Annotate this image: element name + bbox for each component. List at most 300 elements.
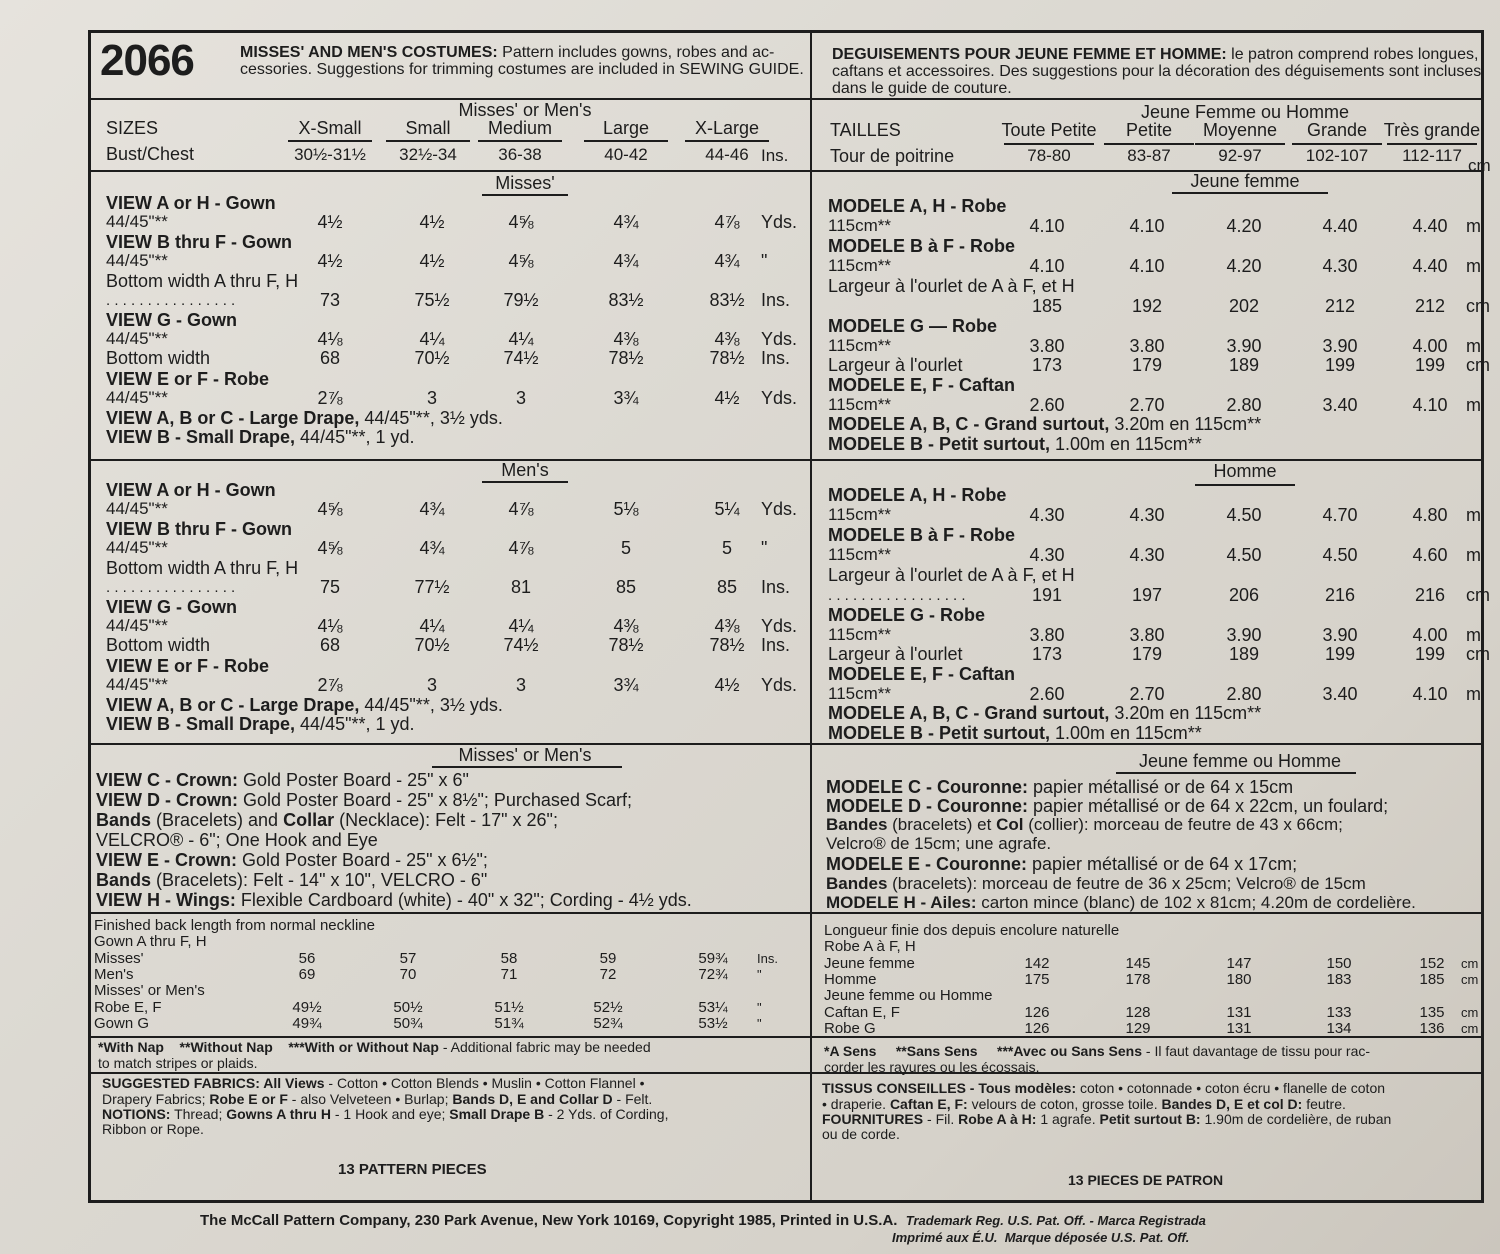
- en-small-drape-bold: VIEW B - Small Drape,: [106, 427, 296, 447]
- finished-unit: ": [757, 967, 762, 982]
- fr-nap2: **Sans Sens: [895, 1043, 978, 1059]
- en-view-label: VIEW B thru F - Gown: [106, 519, 292, 539]
- fr-modele-label: MODELE E, F - Caftan: [828, 664, 1016, 684]
- fr-modele-a-unit: m: [1466, 505, 1481, 525]
- en-view-b-value: 4⅞: [508, 538, 534, 558]
- en-view-b-value: 4¾: [613, 251, 639, 271]
- fr-modele-b-value: 4.50: [1226, 545, 1262, 565]
- fr-bust-value: 102-107: [1305, 146, 1369, 165]
- fr-modele-g-value: 3.80: [1129, 336, 1165, 356]
- en-view-a-value: 5¼: [714, 499, 740, 519]
- divider-fabrics: [88, 1072, 1484, 1074]
- fr-bust-value: 92-97: [1218, 146, 1262, 165]
- fr-modele-g-value: 4.00: [1412, 336, 1448, 356]
- fr-modele-g-unit: m: [1466, 336, 1481, 356]
- fr-modele-g-unit: m: [1466, 625, 1481, 645]
- fr-acc-line4: Velcro® de 15cm; une agrafe.: [826, 834, 1052, 853]
- en-title-line2: cessories. Suggestions for trimming costumes are included in SEWING GUIDE.: [240, 61, 804, 78]
- en-fabric-width: 44/45"**: [106, 499, 168, 518]
- en-fab-bold: SUGGESTED FABRICS: All Views: [102, 1075, 325, 1091]
- finished-subtitle: Misses' or Men's: [94, 982, 205, 999]
- finished-row-label: Jeune femme: [824, 955, 915, 972]
- fr-size-group: Jeune Femme ou Homme: [1140, 102, 1350, 122]
- fr-largeur-g-value: 179: [1131, 644, 1163, 664]
- en-nap2: **Without Nap: [179, 1039, 273, 1055]
- fr-modele-g-value: 3.90: [1226, 625, 1262, 645]
- en-view-e-value: 4½: [714, 388, 740, 408]
- fr-acc-l1-rest: papier métallisé or de 64 x 15cm: [1027, 777, 1294, 797]
- fr-modele-label: MODELE B à F - Robe: [828, 525, 1016, 545]
- en-bottom-width-unit: Ins.: [761, 290, 791, 310]
- fr-bust-label: Tour de poitrine: [830, 146, 955, 166]
- en-small-drape-rest: 44/45"**, 1 yd.: [295, 714, 415, 734]
- en-not-a: NOTIONS:: [102, 1106, 171, 1122]
- en-view-label: VIEW A or H - Gown: [106, 193, 276, 213]
- fr-modele-b-unit: m: [1466, 545, 1481, 565]
- en-view-g-value: 4⅜: [613, 616, 639, 636]
- fr-fabric-width: 115cm**: [828, 336, 891, 355]
- en-view-g-width-value: 78½: [608, 635, 644, 655]
- finished-value: 134: [1326, 1020, 1352, 1037]
- en-view-e-value: 3¾: [613, 388, 639, 408]
- en-view-a-value: 4⅞: [714, 212, 740, 232]
- fr-modele-label: MODELE E, F - Caftan: [828, 375, 1016, 395]
- fr-nap1: *A Sens: [824, 1043, 877, 1059]
- en-size-label: Large: [602, 118, 650, 138]
- fr-largeur-g-value: 199: [1414, 355, 1446, 375]
- finished-value: 53½: [698, 1015, 728, 1032]
- fr-bust-value: 112-117: [1402, 146, 1462, 165]
- fr-sizes-label: TAILLES: [830, 120, 901, 140]
- fr-acc-l5-rest: papier métallisé or de 64 x 17cm;: [1027, 854, 1298, 874]
- fr-acc-line2: [826, 796, 1388, 817]
- divider-accessories: [88, 743, 1484, 745]
- mens-header-underline: [482, 481, 568, 483]
- footer-marque: Marque déposée U.S. Pat. Off.: [1004, 1230, 1190, 1245]
- en-view-g-width-value: 74½: [503, 348, 539, 368]
- fr-fab2a: • draperie.: [822, 1096, 890, 1112]
- fr-bust-value: 78-80: [1027, 146, 1071, 165]
- en-view-g-value: 4¼: [508, 616, 534, 636]
- finished-row-label: Gown G: [94, 1015, 150, 1032]
- en-acc-l1-rest: Gold Poster Board - 25" x 6": [238, 770, 469, 790]
- en-title: MISSES' AND MEN'S COSTUMES:: [240, 44, 498, 61]
- en-view-g-width-value: 78½: [709, 635, 745, 655]
- en-fab2b: Robe E or F: [209, 1091, 288, 1107]
- en-bust-value: 32½-34: [399, 145, 457, 164]
- finished-value: 58: [500, 950, 518, 967]
- en-view-g-width-value: 68: [319, 348, 341, 368]
- fr-pattern-pieces: 13 PIECES DE PATRON: [1068, 1172, 1224, 1188]
- finished-value: 50¾: [393, 1015, 423, 1032]
- fr-largeur-label: Largeur à l'ourlet: [828, 644, 963, 664]
- fr-modele-e-value: 3.40: [1322, 395, 1358, 415]
- en-view-label: VIEW A or H - Gown: [106, 480, 276, 500]
- footer-imprime: Imprimé aux É.U.: [892, 1230, 998, 1245]
- fr-largeur-value: 212: [1324, 296, 1356, 316]
- en-view-a-value: 4¾: [613, 212, 639, 232]
- fr-size-underline: [1195, 143, 1285, 145]
- finished-unit: Ins.: [757, 951, 778, 966]
- en-acc-line4: VELCRO® - 6"; One Hook and Eye: [96, 830, 378, 850]
- fr-fabric-width: 115cm**: [828, 545, 891, 564]
- fr-largeur-unit: cm: [1466, 296, 1490, 316]
- en-not-f: - 2 Yds. of Cording,: [544, 1106, 669, 1122]
- fr-acc-l3-r2: (collier): morceau de feutre de 43 x 66cm;: [1023, 815, 1343, 834]
- fr-nap-line: [824, 1043, 1370, 1059]
- fr-modele-a-value: 4.20: [1226, 216, 1262, 236]
- en-notions-line1: [102, 1106, 668, 1122]
- fr-nap-line2: corder les rayures ou les écossais.: [824, 1059, 1040, 1075]
- fr-modele-a-value: 4.10: [1129, 216, 1165, 236]
- fr-petit-surtout-rest: 1.00m en 115cm**: [1050, 723, 1202, 743]
- fr-acc-l3-b2: Col: [996, 815, 1024, 834]
- fr-acc-line3: [826, 815, 1343, 835]
- en-view-b-value: 4¾: [419, 538, 445, 558]
- fr-largeur-g-value: 189: [1228, 355, 1260, 375]
- en-view-b-value: 5: [620, 538, 631, 558]
- fr-acc-line1: [826, 777, 1293, 798]
- fr-modele-e-value: 2.60: [1029, 684, 1065, 704]
- finished-subtitle: Jeune femme ou Homme: [824, 987, 993, 1004]
- finished-value: 51¾: [494, 1015, 524, 1032]
- en-view-e-value: 3: [426, 388, 437, 408]
- fr-modele-label: MODELE A, H - Robe: [828, 196, 1007, 216]
- fr-modele-b-value: 4.50: [1322, 545, 1358, 565]
- fr-fab-rest: coton • cotonnade • coton écru • flanelle de coton: [1076, 1080, 1386, 1096]
- en-view-a-value: 4¾: [419, 499, 445, 519]
- footer-trademark: Trademark Reg. U.S. Pat. Off. - Marca Registrada: [905, 1213, 1206, 1228]
- fr-modele-b-value: 4.40: [1412, 256, 1448, 276]
- finished-value: 52½: [593, 999, 623, 1016]
- en-acc-l3-r1: (Bracelets) and: [151, 810, 284, 830]
- en-view-g-value: 4⅜: [714, 616, 740, 636]
- en-acc-l3-r2: (Necklace): Felt - 17" x 26";: [334, 810, 558, 830]
- en-view-e-value: 3¾: [613, 675, 639, 695]
- fr-modele-a-value: 4.30: [1029, 505, 1065, 525]
- fr-fabric-width: 115cm**: [828, 505, 891, 524]
- en-view-label: VIEW G - Gown: [106, 310, 237, 330]
- finished-value: 49½: [292, 999, 322, 1016]
- en-view-b-unit: ": [761, 251, 768, 271]
- fr-modele-a-value: 4.30: [1129, 505, 1165, 525]
- en-view-b-value: 4¾: [714, 251, 740, 271]
- en-bottom-width-label: Bottom width A thru F, H: [106, 271, 299, 291]
- finished-value: 129: [1125, 1020, 1151, 1037]
- finished-unit: cm: [1461, 956, 1479, 971]
- en-view-g-value: 4⅛: [317, 616, 343, 636]
- en-nap-rest: - Additional fabric may be needed: [438, 1039, 651, 1055]
- finished-value: 152: [1419, 955, 1445, 972]
- en-view-e-unit: Yds.: [761, 388, 798, 408]
- fr-modele-a-value: 4.70: [1322, 505, 1358, 525]
- fr-modele-a-unit: m: [1466, 216, 1481, 236]
- en-pattern-pieces: 13 PATTERN PIECES: [338, 1161, 487, 1178]
- en-bottom-width-value: 81: [510, 577, 532, 597]
- fr-grand-surtout: [828, 703, 1261, 724]
- en-view-label: VIEW B thru F - Gown: [106, 232, 292, 252]
- fr-title-line2: caftans et accessoires. Des suggestions pour la décoration des déguisements sont incluses: [832, 63, 1482, 80]
- en-view-g-width-value: 78½: [709, 348, 745, 368]
- fr-grand-surtout-bold: MODELE A, B, C - Grand surtout,: [828, 703, 1110, 723]
- jfh-header: Jeune femme ou Homme: [1138, 751, 1342, 771]
- fr-modele-e-value: 4.10: [1412, 684, 1448, 704]
- fr-size-label: Petite: [1125, 120, 1173, 140]
- finished-value: 72¾: [698, 966, 728, 983]
- finished-value: 49¾: [292, 1015, 322, 1032]
- fr-modele-g-value: 3.80: [1029, 336, 1065, 356]
- fr-bust-value: 83-87: [1127, 146, 1171, 165]
- fr-petit-surtout-bold: MODELE B - Petit surtout,: [828, 434, 1050, 454]
- en-size-underline: [584, 140, 668, 142]
- en-view-a-value: 4½: [419, 212, 445, 232]
- fr-fab2d: Bandes D, E et col D:: [1161, 1096, 1303, 1112]
- fr-notions-line1: [822, 1111, 1391, 1127]
- finished-unit: cm: [1461, 972, 1479, 987]
- fr-grand-surtout-bold: MODELE A, B, C - Grand surtout,: [828, 414, 1110, 434]
- fr-largeur-value: 191: [1031, 585, 1063, 605]
- finished-value: 131: [1226, 1004, 1252, 1021]
- en-bottom-width-value: 83½: [608, 290, 644, 310]
- finished-value: 131: [1226, 1020, 1252, 1037]
- fr-modele-e-value: 2.70: [1129, 684, 1165, 704]
- en-acc-line1: [96, 770, 469, 791]
- en-not-c: Gowns A thru H: [226, 1106, 331, 1122]
- en-view-e-value: 3: [426, 675, 437, 695]
- finished-row-label: Robe E, F: [94, 999, 162, 1016]
- en-view-g-width-value: 78½: [608, 348, 644, 368]
- finished-value: 70: [399, 966, 417, 983]
- mens-header: Men's: [501, 460, 549, 480]
- en-view-a-value: 4⅞: [508, 499, 534, 519]
- fr-modele-e-value: 3.40: [1322, 684, 1358, 704]
- pattern-number: 2066: [100, 36, 194, 85]
- fr-petit-surtout: [828, 723, 1202, 744]
- fr-modele-e-unit: m: [1466, 395, 1481, 415]
- fr-title: DEGUISEMENTS POUR JEUNE FEMME ET HOMME:: [832, 46, 1227, 63]
- finished-subtitle: Gown A thru F, H: [94, 933, 207, 950]
- fr-nap3: ***Avec ou Sans Sens: [997, 1043, 1143, 1059]
- finished-value: 135: [1419, 1004, 1445, 1021]
- en-title-line1: [240, 44, 774, 61]
- fr-largeur-value: 197: [1131, 585, 1163, 605]
- en-small-drape-rest: 44/45"**, 1 yd.: [295, 427, 415, 447]
- fr-modele-g-value: 3.90: [1322, 625, 1358, 645]
- en-acc-l6-bold: Bands: [96, 870, 152, 890]
- en-bottom-width-value: 83½: [709, 290, 745, 310]
- footer-company: The McCall Pattern Company, 230 Park Avenue, New York 10169, Copyright 1985, Printed in U.S.A.: [200, 1212, 898, 1229]
- finished-row-label: Caftan E, F: [824, 1004, 900, 1021]
- en-bottom-width-value: 77½: [414, 577, 450, 597]
- fr-fabrics-line1: [822, 1080, 1385, 1096]
- en-bust-value: 40-42: [604, 145, 648, 164]
- finished-value: 51½: [494, 999, 524, 1016]
- en-notions-line2: Ribbon or Rope.: [102, 1121, 204, 1137]
- en-acc-l7-rest: Flexible Cardboard (white) - 40" x 32"; Cording - 4½ yds.: [235, 890, 692, 910]
- en-view-g-value: 4¼: [419, 329, 445, 349]
- en-size-label: X-Large: [694, 118, 760, 138]
- en-view-e-unit: Yds.: [761, 675, 798, 695]
- en-acc-l3-b2: Collar: [283, 810, 335, 830]
- en-nap3: ***With or Without Nap: [288, 1039, 439, 1055]
- fr-modele-e-value: 2.80: [1226, 684, 1262, 704]
- finished-title: Finished back length from normal neckline: [94, 917, 375, 934]
- en-title-rest: Pattern includes gowns, robes and ac-: [497, 44, 775, 61]
- en-view-a-value: 5⅛: [613, 499, 639, 519]
- fr-size-underline: [1004, 143, 1094, 145]
- fr-petit-surtout-bold: MODELE B - Petit surtout,: [828, 723, 1050, 743]
- fr-largeur-value: 202: [1228, 296, 1260, 316]
- h-header-underline: [1195, 484, 1295, 486]
- en-view-g-value: 4¼: [419, 616, 445, 636]
- en-acc-line7: [96, 890, 692, 911]
- en-view-e-value: 3: [515, 388, 526, 408]
- en-small-drape-bold: VIEW B - Small Drape,: [106, 714, 296, 734]
- en-view-g-unit: Yds.: [761, 616, 798, 636]
- finished-unit: cm: [1461, 1021, 1479, 1036]
- en-acc-line2: [96, 790, 632, 811]
- en-bottom-width-value: 85: [615, 577, 637, 597]
- en-view-g-value: 4⅜: [613, 329, 639, 349]
- finished-row-label: Men's: [94, 966, 134, 983]
- fr-fabric-width: 115cm**: [828, 395, 891, 414]
- fr-acc-l3-b1: Bandes: [826, 815, 888, 834]
- finished-value: 145: [1125, 955, 1151, 972]
- misses-header: Misses': [495, 173, 555, 193]
- en-large-drape-rest: 44/45"**, 3½ yds.: [359, 695, 503, 715]
- fr-fab2e: feutre.: [1302, 1096, 1346, 1112]
- fr-bust-unit: cm: [1468, 156, 1491, 175]
- divider-nap: [88, 1036, 1484, 1038]
- en-not-e: Small Drape B: [449, 1106, 545, 1122]
- fr-size-label: Grande: [1306, 120, 1368, 140]
- en-nap-line2: to match stripes or plaids.: [98, 1055, 258, 1071]
- en-size-underline: [288, 140, 372, 142]
- jf-header-underline: [1172, 192, 1328, 194]
- center-divider: [810, 30, 812, 1203]
- fr-fab2c: velours de coton, grosse toile.: [967, 1096, 1162, 1112]
- en-bust-value: 44-46: [705, 145, 749, 164]
- en-view-g-unit: Yds.: [761, 329, 798, 349]
- footer-line1: [200, 1212, 1206, 1229]
- finished-value: 59¾: [698, 950, 728, 967]
- finished-row-label: Homme: [824, 971, 877, 988]
- fr-modele-a-value: 4.80: [1412, 505, 1448, 525]
- en-fabric-width: 44/45"**: [106, 212, 168, 231]
- finished-value: 133: [1326, 1004, 1352, 1021]
- fr-petit-surtout-rest: 1.00m en 115cm**: [1050, 434, 1202, 454]
- en-small-drape: [106, 714, 415, 735]
- jf-header: Jeune femme: [1190, 171, 1300, 191]
- finished-subtitle: Robe A à F, H: [824, 938, 916, 955]
- fr-modele-label: MODELE B à F - Robe: [828, 236, 1016, 256]
- fr-modele-a-value: 4.10: [1029, 216, 1065, 236]
- en-size-underline: [386, 140, 470, 142]
- fr-grand-surtout-rest: 3.20m en 115cm**: [1109, 414, 1262, 434]
- jfh-header-underline: [1116, 772, 1356, 774]
- en-bottom-width-value: 75: [319, 577, 341, 597]
- fr-modele-b-value: 4.30: [1322, 256, 1358, 276]
- en-view-b-value: 4½: [317, 251, 343, 271]
- fr-largeur-g-value: 173: [1031, 644, 1063, 664]
- divider-header: [88, 98, 1484, 100]
- finished-value: 136: [1419, 1020, 1445, 1037]
- finished-value: 128: [1125, 1004, 1151, 1021]
- en-dots: . . . . . . . . . . . . . . . .: [106, 579, 236, 596]
- finished-unit: ": [757, 1016, 762, 1031]
- en-view-label: VIEW E or F - Robe: [106, 369, 270, 389]
- fr-modele-e-unit: m: [1466, 684, 1481, 704]
- en-fabric-width: 44/45"**: [106, 616, 168, 635]
- fr-largeur-g-value: 179: [1131, 355, 1163, 375]
- en-bottom-width-value: 85: [716, 577, 738, 597]
- fr-modele-label: MODELE G - Robe: [828, 605, 985, 625]
- en-acc-l6-rest: (Bracelets): Felt - 14" x 10", VELCRO - 6": [151, 870, 488, 890]
- fr-acc-line7: [826, 893, 1416, 913]
- en-large-drape: [106, 695, 503, 716]
- fr-acc-l5-bold: MODELE E - Couronne:: [826, 854, 1027, 874]
- fr-acc-l2-bold: MODELE D - Couronne:: [826, 796, 1028, 816]
- en-fabric-width: 44/45"**: [106, 388, 168, 407]
- en-view-b-value: 4½: [419, 251, 445, 271]
- en-acc-l2-rest: Gold Poster Board - 25" x 8½"; Purchased Scarf;: [238, 790, 632, 810]
- fr-largeur-g-value: 199: [1414, 644, 1446, 664]
- fr-modele-e-value: 2.60: [1029, 395, 1065, 415]
- en-acc-l1-bold: VIEW C - Crown:: [96, 770, 238, 790]
- fr-fab-bold: TISSUS CONSEILLES - Tous modèles:: [822, 1080, 1077, 1096]
- fr-fabrics-line2: [822, 1096, 1346, 1112]
- finished-value: 52¾: [593, 1015, 623, 1032]
- en-acc-l5-rest: Gold Poster Board - 25" x 6½";: [237, 850, 488, 870]
- en-view-g-width-unit: Ins.: [761, 348, 791, 368]
- fr-acc-l2-rest: papier métallisé or de 64 x 22cm, un foulard;: [1027, 796, 1389, 816]
- fr-size-underline: [1104, 143, 1194, 145]
- fr-acc-l7-bold: MODELE H - Ailes:: [826, 893, 977, 912]
- en-sizes-label: SIZES: [106, 118, 159, 138]
- fr-modele-e-value: 2.70: [1129, 395, 1165, 415]
- fr-title-line1: [832, 46, 1478, 63]
- fr-size-label: Très grande: [1383, 120, 1481, 140]
- finished-value: 53¼: [698, 999, 728, 1016]
- finished-row-label: Robe G: [824, 1020, 876, 1037]
- fr-largeur-g-value: 199: [1324, 355, 1356, 375]
- fr-modele-g-value: 4.00: [1412, 625, 1448, 645]
- fr-largeur-label: Largeur à l'ourlet: [828, 355, 963, 375]
- en-nap-line: [98, 1039, 651, 1055]
- en-view-label: VIEW E or F - Robe: [106, 656, 270, 676]
- en-bust-value: 36-38: [498, 145, 542, 164]
- en-large-drape-rest: 44/45"**, 3½ yds.: [359, 408, 503, 428]
- en-bottom-width-unit: Ins.: [761, 577, 791, 597]
- en-fab-rest: - Cotton • Cotton Blends • Muslin • Cotton Flannel •: [324, 1075, 645, 1091]
- en-large-drape-bold: VIEW A, B or C - Large Drape,: [106, 408, 360, 428]
- en-view-e-value: 3: [515, 675, 526, 695]
- fr-largeur-g-unit: cm: [1466, 644, 1490, 664]
- fr-dots: . . . . . . . . . . . . . . . . .: [828, 587, 966, 604]
- fr-not-a: FOURNITURES: [822, 1111, 924, 1127]
- en-view-b-value: 4⅝: [508, 251, 534, 271]
- en-acc-line5: [96, 850, 488, 871]
- en-fab2c: - also Velveteen • Burlap;: [287, 1091, 453, 1107]
- finished-value: 183: [1326, 971, 1352, 988]
- en-view-e-value: 2⅞: [317, 388, 343, 408]
- en-size-label: Medium: [487, 118, 553, 138]
- en-small-drape: [106, 427, 415, 448]
- misses-header-underline: [482, 194, 568, 196]
- en-view-a-value: 4½: [317, 212, 343, 232]
- fr-not-b: - Fil.: [923, 1111, 959, 1127]
- en-view-g-value: 4⅜: [714, 329, 740, 349]
